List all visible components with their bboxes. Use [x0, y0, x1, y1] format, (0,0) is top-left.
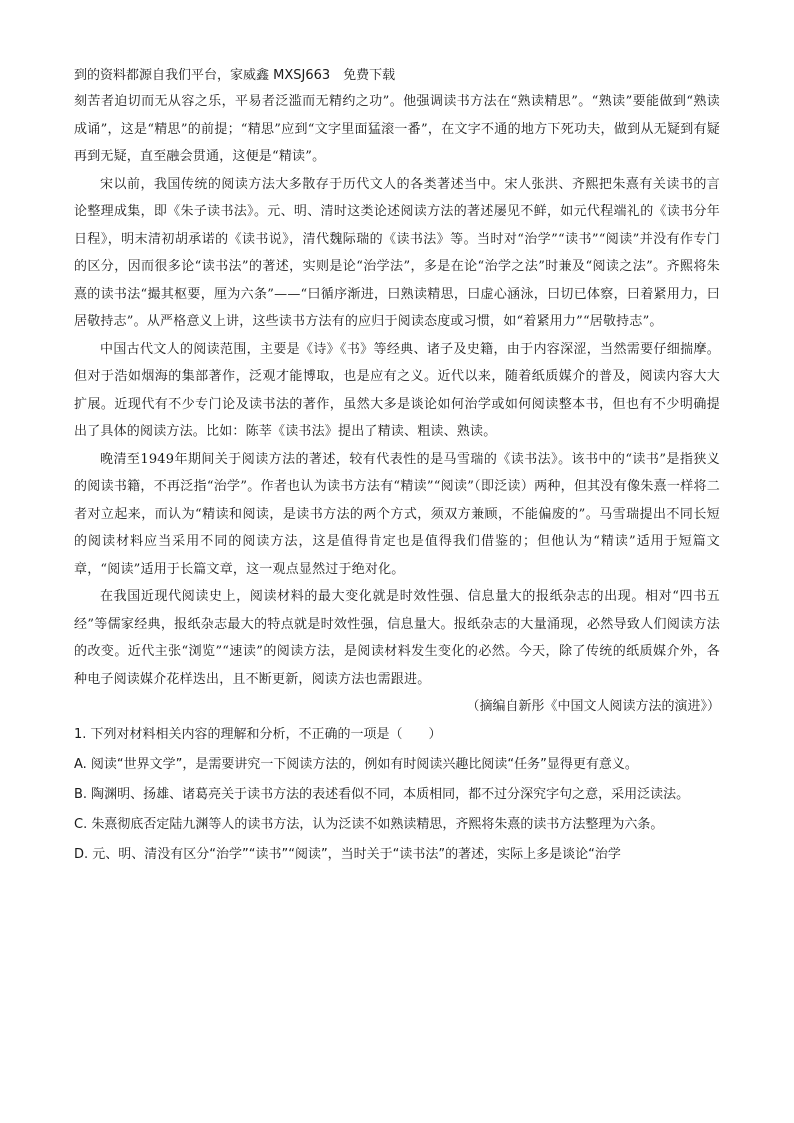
- question-stem: 1. 下列对材料相关内容的理解和分析，不正确的一项是（ ）: [74, 727, 442, 742]
- paragraph-3: 中国古代文人的阅读范围，主要是《诗》《书》等经典、诸子及史籍，由于内容深涩，当然需要仔细揣摩。但对于浩如烟海的集部著作，泛观才能博取，也是应有之义。近代以来，随着纸质媒介的普及，阅读内容大大扩展。近现代有不少专门论及读书法的著作，虽然大多是谈论如何治学或如何阅读整本书，但也有不少明确提出了具体的阅读方法。比如：陈莘《读书法》提出了精读、粗读、熟读。: [74, 341, 720, 439]
- document-page: [74, 66, 720, 870]
- paragraph-4: 晚清至1949年期间关于阅读方法的著述，较有代表性的是马雪瑞的《读书法》。该书中的“读书”是指狭义的阅读书籍，不再泛指“治学”。作者也认为读书方法有“精读”“阅读”（即泛读）两种，但其没有像朱熹一样将二者对立起来，而认为“精读和阅读，是读书方法的两个方式，须双方兼顾，不能偏废的”。马雪瑞提出不同长短的阅读材料应当采用不同的阅读方法，这是值得肯定也是值得我们借鉴的；但他认为“精读”适用于短篇文章，“阅读”适用于长篇文章，这一观点显然过于绝对化。: [74, 451, 720, 577]
- paragraph-2: 宋以前，我国传统的阅读方法大多散存于历代文人的各类著述当中。宋人张洪、齐熙把朱熹有关读书的言论整理成集，即《朱子读书法》。元、明、清时这类论述阅读方法的著述屡见不鲜，如元代程端礼的《读书分年日程》，明末清初胡承诺的《读书说》，清代魏际瑞的《读书法》等。当时对“治学”“读书”“阅读”并没有作专门的区分，因而很多论“读书法”的著述，实则是论“治学法”，多是在论“治学之法”时兼及“阅读之法”。齐熙将朱熹的读书法“撮其枢要，厘为六条”——“曰循序渐进，曰熟读精思，曰虚心涵泳，曰切已体察，曰着紧用力，曰居敬持志”。从严格意义上讲，这些读书方法有的应归于阅读态度或习惯，如“着紧用力”“居敬持志”。: [74, 176, 720, 329]
- option-c: C. 朱熹彻底否定陆九渊等人的读书方法，认为泛读不如熟读精思，齐熙将朱熹的读书方法整理为六条。: [74, 817, 664, 832]
- watermark-header: 到的资料都源自我们平台，家威鑫 MXSJ663 免费下载: [74, 68, 396, 83]
- option-b: B. 陶渊明、扬雄、诸葛亮关于读书方法的表述看似不同，本质相同，都不过分深究字句之意，采用泛读法。: [74, 787, 690, 802]
- option-a: A. 阅读“世界文学”，是需要讲究一下阅读方法的，例如有时阅读兴趣比阅读“任务”显得更有意义。: [74, 757, 638, 772]
- option-d: D. 元、明、清没有区分“治学”“读书”“阅读”，当时关于“读书法”的著述，实际上多是谈论“治学: [74, 847, 621, 862]
- paragraph-1: 刻苦者迫切而无从容之乐，平易者泛滥而无精约之功”。他强调读书方法在“熟读精思”。“熟读”要能做到“熟读成诵”，这是“精思”的前提；“精思”应到“文字里面猛滚一番”，在文字不通的地方下死功夫，做到从无疑到有疑再到无疑，直至融会贯通，这便是“精读”。: [74, 94, 720, 164]
- source-citation: （摘编自新彤《中国文人阅读方法的演进》）: [466, 699, 720, 714]
- paragraph-5: 在我国近现代阅读史上，阅读材料的最大变化就是时效性强、信息量大的报纸杂志的出现。相对“四书五经”等儒家经典，报纸杂志最大的特点就是时效性强，信息量大。报纸杂志的大量涌现，必然导致人们阅读方法的改变。近代主张“浏览”“速读”的阅读方法，是阅读材料发生变化的必然。今天，除了传统的纸质媒介外，各种电子阅读媒介花样迭出，且不断更新，阅读方法也需跟进。: [74, 589, 720, 687]
